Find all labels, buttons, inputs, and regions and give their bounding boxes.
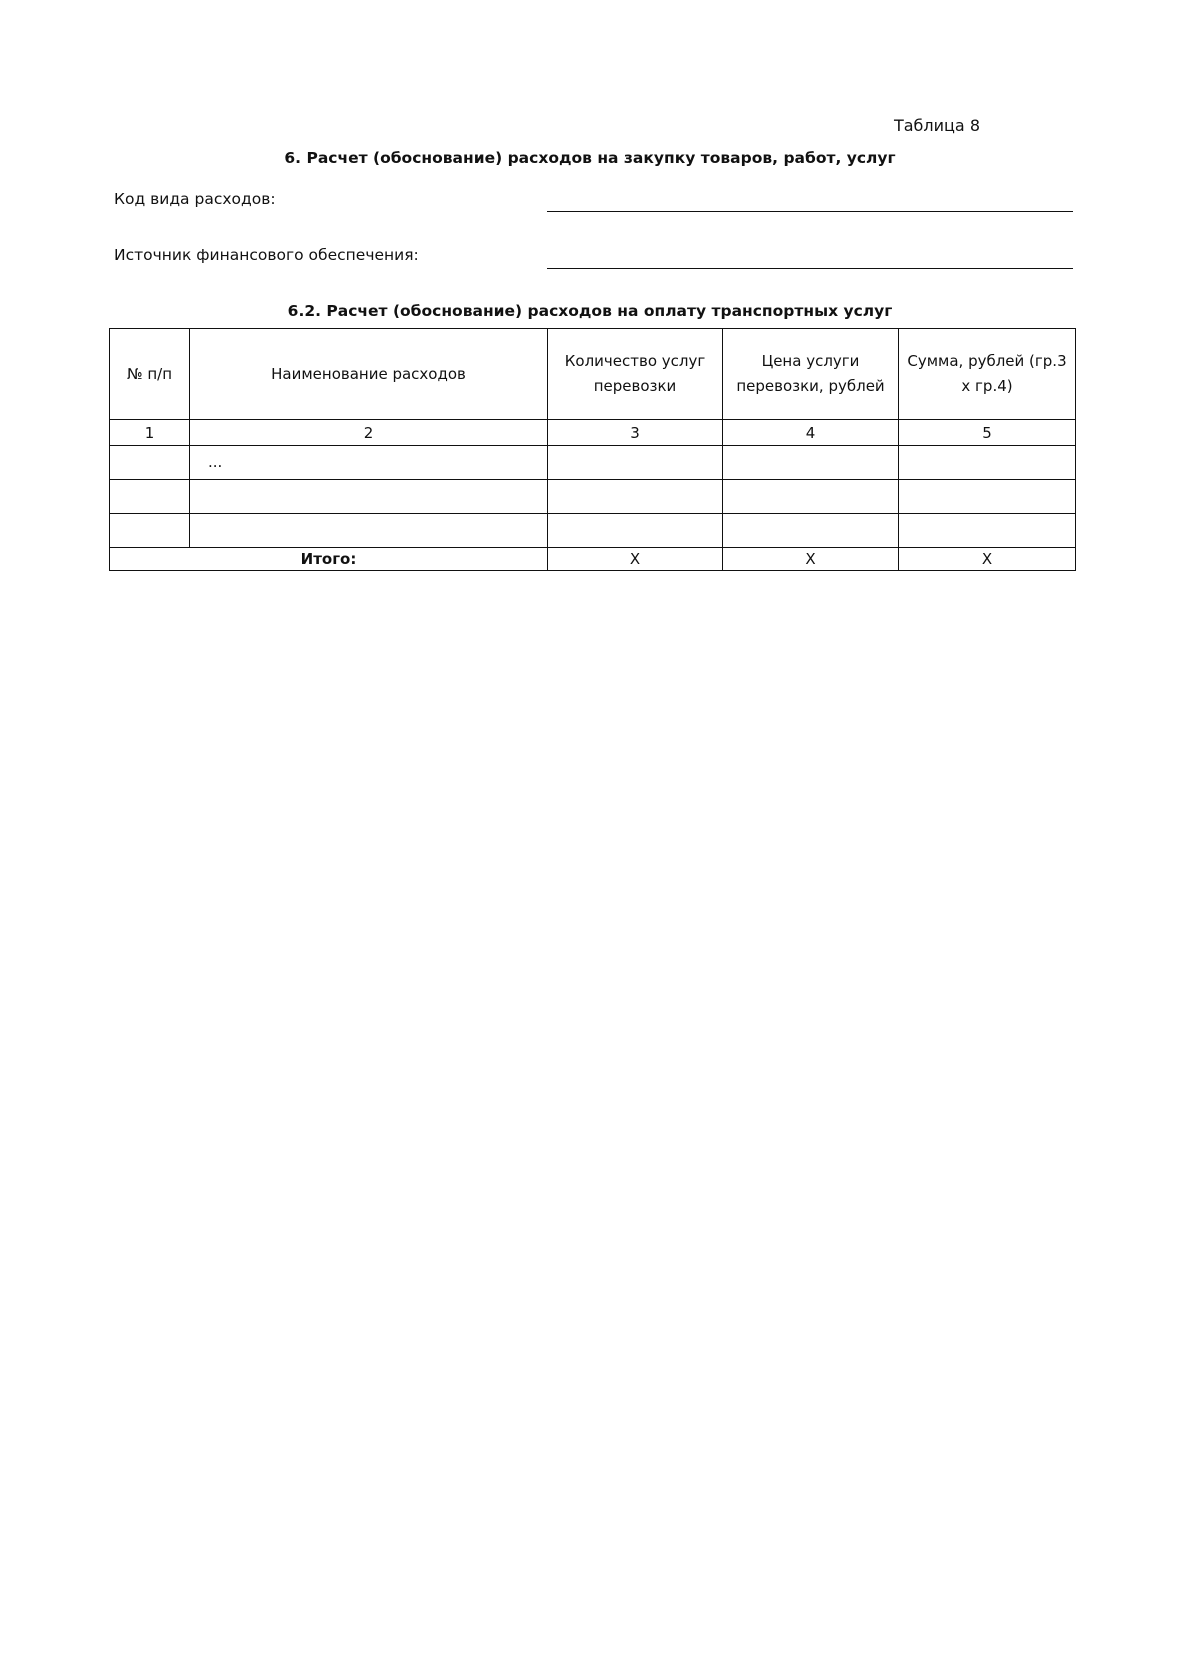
table-cell bbox=[548, 514, 723, 548]
table-header-row bbox=[110, 329, 1076, 420]
total-row bbox=[110, 548, 1076, 571]
total-cell-price: Х bbox=[723, 548, 899, 571]
expense-code-fill-line bbox=[547, 211, 1073, 212]
table-row bbox=[110, 446, 1076, 480]
table-cell: ... bbox=[190, 446, 548, 480]
total-cell-quantity: Х bbox=[548, 548, 723, 571]
table-cell bbox=[190, 514, 548, 548]
expense-code-label: Код вида расходов: bbox=[114, 190, 276, 208]
header-service-price: Цена услуги перевозки, рублей bbox=[723, 329, 899, 420]
table-cell bbox=[548, 480, 723, 514]
column-number: 2 bbox=[190, 420, 548, 446]
column-number: 4 bbox=[723, 420, 899, 446]
header-number: № п/п bbox=[110, 329, 190, 420]
table-cell bbox=[110, 480, 190, 514]
section-title: 6. Расчет (обоснование) расходов на закупку товаров, работ, услуг bbox=[284, 149, 896, 167]
funding-source-label: Источник финансового обеспечения: bbox=[114, 246, 419, 264]
table-cell bbox=[899, 480, 1076, 514]
table-cell bbox=[190, 480, 548, 514]
total-cell-sum: Х bbox=[899, 548, 1076, 571]
column-number: 1 bbox=[110, 420, 190, 446]
total-label: Итого: bbox=[110, 548, 548, 571]
table-cell bbox=[110, 446, 190, 480]
header-service-quantity: Количество услуг перевозки bbox=[548, 329, 723, 420]
table-row bbox=[110, 514, 1076, 548]
table-cell bbox=[899, 446, 1076, 480]
table-cell bbox=[899, 514, 1076, 548]
header-sum: Сумма, рублей (гр.3 х гр.4) bbox=[899, 329, 1076, 420]
table-row bbox=[110, 480, 1076, 514]
column-number: 3 bbox=[548, 420, 723, 446]
table-cell bbox=[723, 446, 899, 480]
table-cell bbox=[548, 446, 723, 480]
column-number: 5 bbox=[899, 420, 1076, 446]
column-number-row bbox=[110, 420, 1076, 446]
subsection-title: 6.2. Расчет (обоснование) расходов на оплату транспортных услуг bbox=[287, 302, 893, 320]
table-number-label: Таблица 8 bbox=[893, 116, 980, 135]
funding-source-fill-line bbox=[547, 268, 1073, 269]
table-cell bbox=[110, 514, 190, 548]
table-cell bbox=[723, 514, 899, 548]
transport-expenses-table bbox=[109, 328, 1076, 571]
table-cell bbox=[723, 480, 899, 514]
header-expense-name: Наименование расходов bbox=[190, 329, 548, 420]
